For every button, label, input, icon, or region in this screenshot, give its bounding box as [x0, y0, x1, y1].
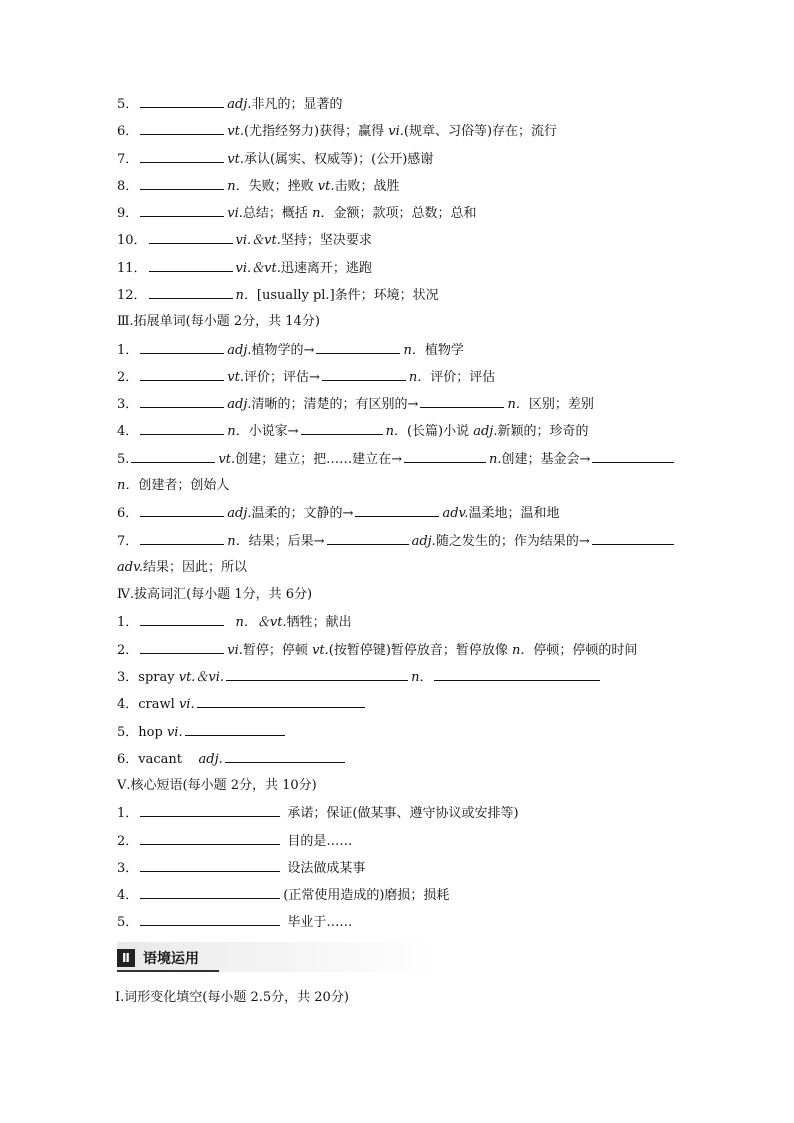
expand-item-continuation — [117, 558, 247, 578]
part-of-speech: n． — [227, 534, 249, 549]
item-number: 7． — [117, 152, 139, 167]
meaning: 总结；概括 — [242, 206, 313, 221]
phrase-item — [117, 803, 519, 823]
item-number: 2． — [117, 370, 139, 385]
item-number: 1． — [117, 615, 139, 630]
item-number: 8． — [117, 179, 139, 194]
item-number: 4． — [117, 888, 139, 903]
part-of-speech: adv. — [117, 560, 144, 575]
advanced-item — [117, 722, 288, 742]
expand-item-continuation — [117, 476, 229, 496]
meaning: 目的是…… — [287, 834, 353, 849]
meaning: 承认(属实、权威等)；(公开)感谢 — [243, 152, 434, 167]
meaning: 设法做成某事 — [287, 861, 366, 876]
part-of-speech: n．＆vt. — [235, 615, 287, 630]
answer-blank[interactable] — [404, 449, 486, 463]
item-number: 12． — [117, 288, 147, 303]
meaning: 毕业于…… — [287, 915, 353, 930]
advanced-item — [117, 667, 603, 687]
item-number: 1． — [117, 806, 139, 821]
part-of-speech: n. — [489, 452, 502, 467]
advanced-item — [117, 694, 368, 714]
part-of-speech: n． — [312, 206, 334, 221]
item-number: 4． — [117, 697, 139, 712]
headword: hop — [138, 725, 167, 740]
part-of-speech: vt. — [227, 370, 244, 385]
answer-blank[interactable] — [140, 858, 280, 872]
answer-blank[interactable] — [140, 531, 224, 545]
meaning: (规章、习俗等)存在；流行 — [403, 124, 558, 139]
meaning: 暂停；停顿 — [242, 643, 313, 658]
expand-item — [117, 531, 677, 551]
answer-blank[interactable] — [140, 340, 224, 354]
part-of-speech: n． — [507, 397, 529, 412]
answer-blank[interactable] — [316, 340, 400, 354]
meaning: 金额；款项；总数；总和 — [333, 206, 477, 221]
answer-blank[interactable] — [225, 749, 345, 763]
section-heading: Ⅰ.词形变化填空(每小题 2.5分，共 20分) — [115, 990, 349, 1005]
item-number: 6． — [117, 506, 139, 521]
answer-blank[interactable] — [420, 394, 504, 408]
answer-blank[interactable] — [226, 667, 408, 681]
answer-blank[interactable] — [140, 831, 280, 845]
part-of-speech: vt. — [218, 452, 236, 467]
item-number: 5． — [117, 915, 139, 930]
vocab-item — [117, 121, 557, 141]
meaning: 清晰的；清楚的；有区别的→ — [251, 397, 419, 412]
meaning: 新颖的；珍奇的 — [497, 424, 589, 439]
part-of-speech: vi.＆vt. — [235, 233, 281, 248]
expand-item — [117, 367, 495, 387]
section-heading: Ⅲ.拓展单词(每小题 2分，共 14分) — [117, 314, 320, 329]
item-number: 5. — [117, 452, 130, 467]
part-of-speech: vt. — [312, 643, 329, 658]
phrase-item — [117, 858, 365, 878]
answer-blank[interactable] — [592, 531, 674, 545]
meaning: 随之发生的；作为结果的→ — [435, 534, 590, 549]
advanced-item — [117, 749, 348, 769]
advanced-item — [117, 612, 352, 632]
item-number: 10． — [117, 233, 147, 248]
meaning: 创建；建立；把……建立在→ — [235, 452, 403, 467]
vocab-item — [117, 230, 372, 250]
answer-blank[interactable] — [140, 94, 224, 108]
part-of-speech: vi.＆vt. — [235, 261, 281, 276]
answer-blank[interactable] — [327, 531, 409, 545]
part-of-speech: n． — [235, 288, 257, 303]
meaning: 创建者；创始人 — [138, 478, 230, 493]
answer-blank[interactable] — [301, 421, 383, 435]
vocab-item — [117, 203, 476, 223]
answer-blank[interactable] — [185, 722, 285, 736]
part-of-speech: adj. — [198, 752, 223, 767]
meaning: (按暂停键)暂停放音；暂停放像 — [328, 643, 513, 658]
answer-blank[interactable] — [322, 367, 406, 381]
answer-blank[interactable] — [140, 803, 280, 817]
item-number: 1． — [117, 343, 139, 358]
item-number: 11． — [117, 261, 147, 276]
meaning: 停顿；停顿的时间 — [533, 643, 638, 658]
meaning: (尤指经努力)获得；赢得 — [243, 124, 389, 139]
part-of-speech: adj. — [227, 97, 252, 112]
vocab-item — [117, 258, 372, 278]
section-number-icon: Ⅱ — [117, 949, 135, 967]
answer-blank[interactable] — [149, 258, 233, 272]
answer-blank[interactable] — [131, 449, 215, 463]
meaning: 承诺；保证(做某事、遵守协议或安排等) — [287, 806, 519, 821]
answer-blank[interactable] — [197, 694, 365, 708]
item-number: 4． — [117, 424, 139, 439]
part-of-speech: vt. — [227, 152, 244, 167]
part-of-speech: adv. — [442, 506, 469, 521]
answer-blank[interactable] — [434, 667, 600, 681]
item-number: 5． — [117, 725, 139, 740]
meaning: (正常使用造成的)磨损；损耗 — [283, 888, 450, 903]
part-of-speech: n． — [403, 343, 425, 358]
answer-blank[interactable] — [140, 421, 224, 435]
meaning: 植物学 — [424, 343, 464, 358]
part-of-speech: n． — [512, 643, 534, 658]
phrase-item — [117, 885, 449, 905]
advanced-item — [117, 640, 637, 660]
item-number: 6． — [117, 124, 139, 139]
item-number: 2． — [117, 834, 139, 849]
section-heading: Ⅳ.拔高词汇(每小题 1分，共 6分) — [117, 587, 313, 602]
part-of-speech: vi. — [166, 725, 183, 740]
meaning: 结果；后果→ — [248, 534, 325, 549]
part-of-speech: n． — [117, 478, 139, 493]
expand-item — [117, 421, 588, 441]
vocab-item — [117, 94, 343, 114]
item-number: 3． — [117, 670, 139, 685]
part-of-speech: n． — [227, 424, 249, 439]
part-of-speech: vi. — [227, 643, 243, 658]
part-of-speech: adj. — [411, 534, 436, 549]
meaning: 温柔地；温和地 — [468, 506, 560, 521]
part-of-speech: vt. — [317, 179, 335, 194]
section-banner-title: 语境运用 — [143, 951, 199, 967]
meaning: 评价；评估→ — [243, 370, 320, 385]
part-of-speech: n． — [408, 370, 431, 385]
item-number: 3． — [117, 861, 139, 876]
meaning: 击败；战胜 — [334, 179, 400, 194]
part-of-speech: vi. — [178, 697, 195, 712]
part-of-speech: vt. — [227, 124, 244, 139]
meaning: 评价；评估 — [430, 370, 496, 385]
answer-blank[interactable] — [140, 394, 224, 408]
meaning: [usually pl.]条件；环境；状况 — [256, 288, 439, 303]
vocab-item — [117, 176, 400, 196]
part-of-speech: adj. — [473, 424, 498, 439]
expand-item — [117, 503, 559, 523]
item-number: 9． — [117, 206, 139, 221]
phrase-item — [117, 912, 352, 932]
answer-blank[interactable] — [149, 230, 233, 244]
answer-blank[interactable] — [140, 203, 224, 217]
answer-blank[interactable] — [140, 503, 224, 517]
headword: crawl — [138, 697, 179, 712]
meaning: 坚持；坚决要求 — [280, 233, 372, 248]
part-of-speech: vi. — [388, 124, 404, 139]
expand-item — [117, 394, 594, 414]
item-number: 7． — [117, 534, 139, 549]
answer-blank[interactable] — [140, 912, 280, 926]
part-of-speech: vt.＆vi. — [178, 670, 225, 685]
part-of-speech: n． — [385, 424, 407, 439]
meaning: 温柔的；文静的→ — [251, 506, 354, 521]
section-heading: Ⅴ.核心短语(每小题 2分，共 10分) — [117, 778, 317, 793]
meaning: 牺牲；献出 — [286, 615, 352, 630]
item-number: 6． — [117, 752, 139, 767]
meaning: 失败；挫败 — [248, 179, 318, 194]
meaning: 迅速离开；逃跑 — [280, 261, 372, 276]
vocab-item — [117, 149, 433, 169]
answer-blank[interactable] — [140, 149, 224, 163]
meaning: 结果；因此；所以 — [143, 560, 248, 575]
part-of-speech: adj. — [227, 397, 252, 412]
answer-blank[interactable] — [149, 285, 233, 299]
answer-blank[interactable] — [140, 612, 224, 626]
expand-item — [117, 340, 464, 360]
part-of-speech: adj. — [227, 506, 252, 521]
meaning: 非凡的；显著的 — [251, 97, 343, 112]
meaning: 区别；差别 — [528, 397, 594, 412]
item-number: 2． — [117, 643, 139, 658]
headword: vacant — [138, 752, 187, 767]
item-number: 3． — [117, 397, 139, 412]
part-of-speech: vi. — [227, 206, 243, 221]
meaning: 小说家→ — [248, 424, 299, 439]
answer-blank[interactable] — [355, 503, 439, 517]
answer-blank[interactable] — [140, 176, 224, 190]
expand-item — [117, 449, 677, 469]
headword: spray — [138, 670, 179, 685]
meaning: 创建；基金会→ — [501, 452, 591, 467]
answer-blank[interactable] — [592, 449, 674, 463]
item-number: 5． — [117, 97, 139, 112]
part-of-speech: adj. — [227, 343, 252, 358]
phrase-item — [117, 831, 352, 851]
meaning: (长篇)小说 — [406, 424, 474, 439]
answer-blank[interactable] — [140, 640, 224, 654]
answer-blank[interactable] — [140, 885, 280, 899]
answer-blank[interactable] — [140, 121, 224, 135]
answer-blank[interactable] — [140, 367, 224, 381]
meaning: 植物学的→ — [251, 343, 315, 358]
vocab-item — [117, 285, 439, 305]
part-of-speech: n． — [411, 670, 433, 685]
part-of-speech: n． — [227, 179, 249, 194]
